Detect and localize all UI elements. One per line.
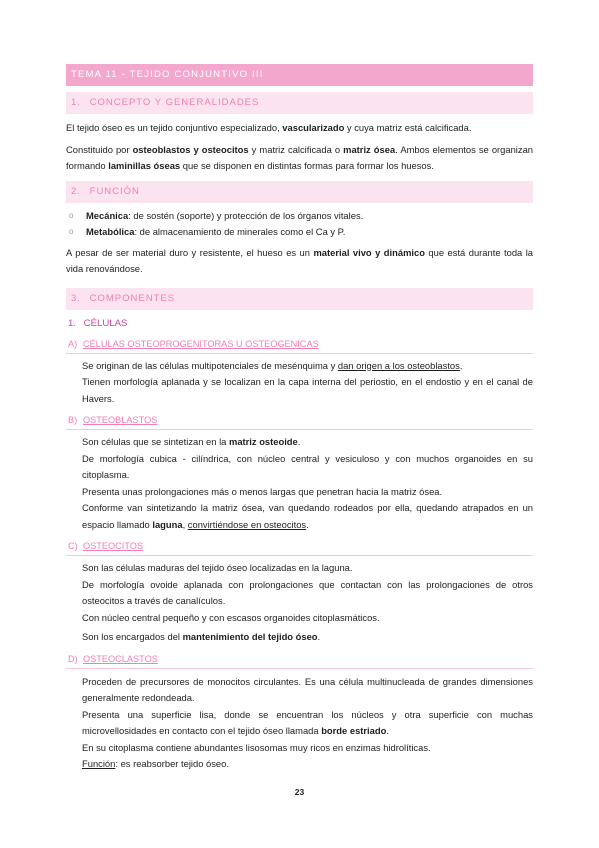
text: y cuya matriz está calcificada. <box>344 122 472 133</box>
text: : de sostén (soporte) y protección de los órganos vitales. <box>128 209 364 221</box>
text: Presenta una superficie lisa, donde se encuentran los núcleos y otra superficie con muchas microvellosidades en contacto con el tejido óseo llamada <box>82 708 533 736</box>
subsection-letter: C) <box>68 541 78 551</box>
subsection-body <box>66 358 533 408</box>
paragraph: De morfología cubica - cilíndrica, con núcleo central y vesiculoso y con muchos organoides en su citoplasma. <box>82 452 533 480</box>
paragraph <box>66 142 533 175</box>
chapter-title-bar <box>66 64 533 86</box>
section-number: 3. <box>71 292 81 304</box>
bold-text: osteoblastos y osteocitos <box>132 143 249 155</box>
subsection-body <box>66 674 533 773</box>
section-heading-componentes <box>66 288 533 310</box>
paragraph <box>82 629 533 646</box>
bold-text: laminillas óseas <box>108 160 181 171</box>
bold-text: matriz ósea <box>343 143 396 155</box>
subsection-body <box>66 434 533 533</box>
text: Son los encargados del <box>82 631 183 642</box>
paragraph <box>82 434 533 451</box>
subheading-number: 1. <box>68 317 77 329</box>
subsection-title: OSTEOCLASTOS <box>83 653 158 664</box>
paragraph <box>82 756 533 773</box>
paragraph: Proceden de precursores de monocitos circulantes. Es una célula multinucleada de grandes dimensiones generalmente redondeada. <box>82 675 533 703</box>
text: Conforme van sintetizando la matriz ósea, van quedando rodeados por ella, quedando atrapados en un espacio llamado <box>82 502 533 530</box>
section-title: CONCEPTO Y GENERALIDADES <box>89 97 260 108</box>
chapter-title: TEMA 11 - TEJIDO CONJUNTIVO III <box>71 69 264 80</box>
paragraph: Tienen morfología aplanada y se localizan en la capa interna del periostio, en el endostio y en el canal de Havers. <box>82 376 533 404</box>
text: . <box>297 436 301 447</box>
subsection-heading-osteoprogenitoras <box>66 335 533 354</box>
bullet-icon: o <box>69 210 74 220</box>
paragraph <box>66 245 533 278</box>
subsection-title: CÉLULAS OSTEOPROGENITORAS U OSTEOGENICAS <box>83 338 319 349</box>
text: . Ambos elementos se organizan formando <box>66 143 534 171</box>
section-title: FUNCIÓN <box>89 185 140 197</box>
document-page <box>66 64 533 773</box>
paragraph <box>82 358 533 375</box>
text: Constituido por <box>66 143 133 155</box>
text: , <box>182 518 188 530</box>
bullet-icon: o <box>69 226 74 236</box>
text: El tejido óseo es un tejido conjuntivo especializado, <box>66 122 283 133</box>
paragraph: Son las células maduras del tejido óseo localizadas en la laguna. <box>82 562 353 573</box>
subsection-letter: B) <box>68 415 78 425</box>
text: A pesar de ser material duro y resistente, el hueso es un <box>66 246 314 258</box>
subsection-heading-osteocitos <box>66 537 533 556</box>
section-number: 2. <box>71 185 81 197</box>
subsection-body <box>66 560 533 646</box>
function-list <box>66 208 533 240</box>
paragraph: En su citoplasma contiene abundantes lisosomas muy ricos en enzimas hidrolíticas. <box>82 741 431 753</box>
subsection-letter: A) <box>68 338 78 349</box>
text: que está durante toda la vida renovándose. <box>66 246 534 274</box>
text: Se originan de las células multipotenciales de mesénquima y <box>82 359 338 371</box>
paragraph <box>66 120 533 137</box>
section-title: COMPONENTES <box>89 292 176 304</box>
subsection-letter: D) <box>68 653 78 664</box>
text: . <box>459 359 463 371</box>
bold-text: borde estriado <box>321 725 387 736</box>
paragraph: De morfología ovoide aplanada con prolongaciones que contactan con las prolongaciones de otros osteocitos a través de canalículos. <box>82 578 533 606</box>
subsection-title: OSTEOBLASTOS <box>83 415 158 425</box>
subheading-title: CÉLULAS <box>83 317 128 329</box>
section-number: 1. <box>71 97 81 108</box>
bold-text: material vivo y dinámico <box>313 246 425 258</box>
text: que se disponen en distintas formas para formar los huesos. <box>180 160 434 171</box>
bold-text: Metabólica <box>86 225 135 237</box>
text: y matriz calcificada o <box>248 143 344 155</box>
section-heading-funcion <box>66 181 533 203</box>
subheading-celulas <box>66 315 533 333</box>
subsection-heading-osteoblastos <box>66 411 533 430</box>
section-heading-concepto <box>66 92 533 114</box>
text: . <box>317 631 321 642</box>
list-item <box>66 224 533 240</box>
underlined-text: convirtiéndose en osteocitos <box>187 518 307 530</box>
bold-text: matriz osteoide <box>228 436 298 447</box>
text: : es reabsorber tejido óseo. <box>115 758 229 769</box>
paragraph <box>82 500 533 533</box>
bold-text: mantenimiento del tejido óseo <box>182 631 318 642</box>
bold-text: laguna <box>152 518 183 530</box>
bold-text: Mecánica <box>86 209 129 221</box>
text: . <box>386 725 389 736</box>
underlined-text: Función <box>82 758 116 769</box>
subsection-heading-osteoclastos <box>66 650 533 669</box>
subsection-title: OSTEOCITOS <box>83 541 144 551</box>
page-number: 23 <box>294 787 305 797</box>
text: . <box>306 518 309 530</box>
paragraph: Presenta unas prolongaciones más o menos largas que penetran hacia la matriz ósea. <box>82 485 443 497</box>
paragraph: Con núcleo central pequeño y con escasos organoides citoplasmáticos. <box>82 611 380 623</box>
paragraph <box>82 707 533 740</box>
bold-text: vascularizado <box>282 122 345 133</box>
underlined-text: dan origen a los osteoblastos <box>337 359 460 371</box>
list-item <box>66 208 533 224</box>
text: Son células que se sintetizan en la <box>82 436 229 447</box>
text: : de almacenamiento de minerales como el Ca y P. <box>134 225 346 237</box>
